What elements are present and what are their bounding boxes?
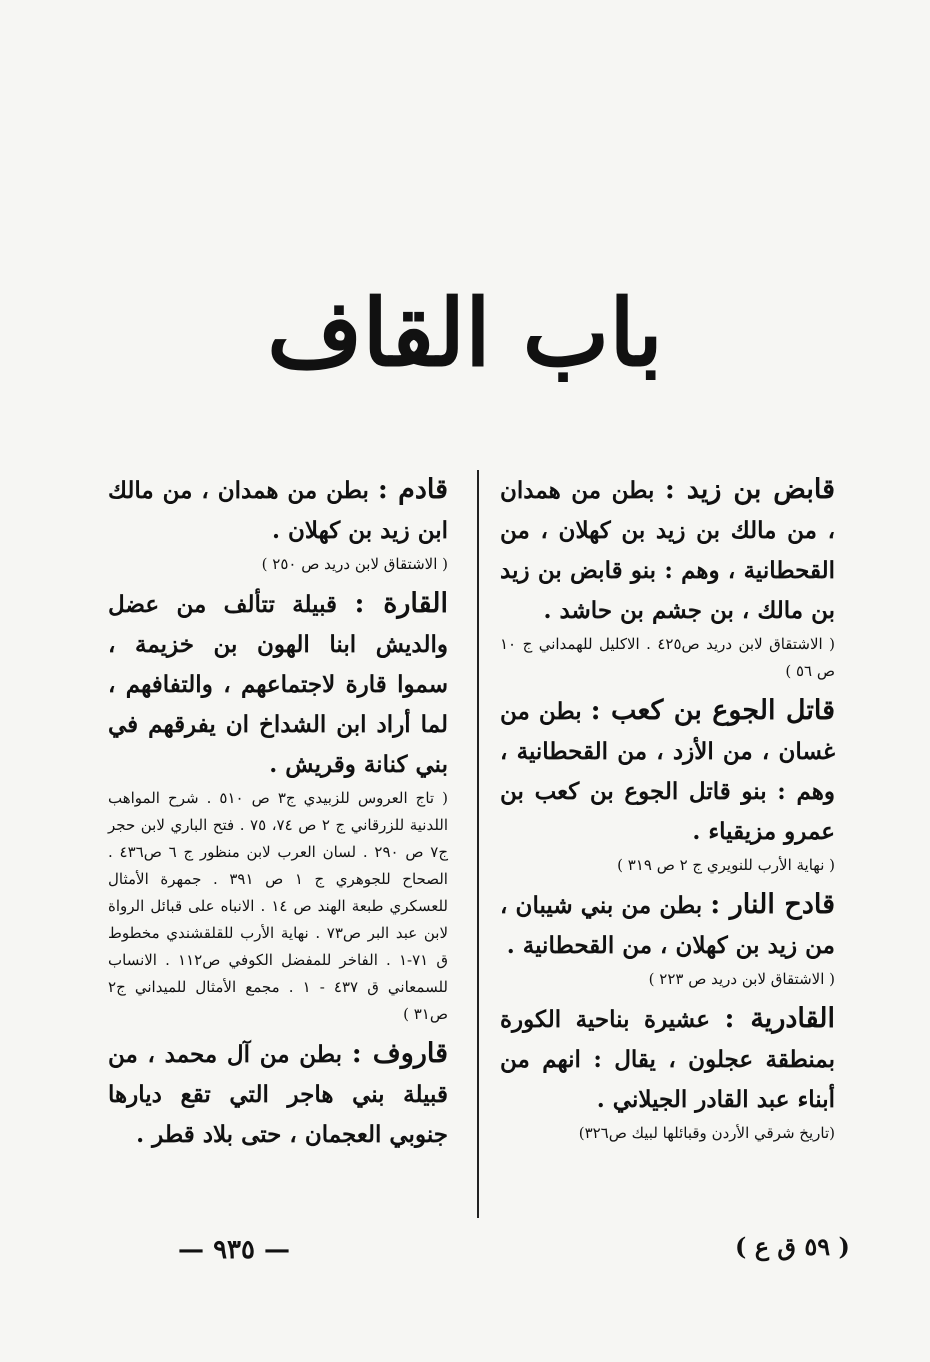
entry-head: قادم : [377,474,448,505]
entry-source: ( الاشتقاق لابن دريد ص٤٢٥ . الاكليل للهمداني ج ١٠ ص ٥٦ ) [500,635,835,680]
entry [500,691,835,879]
signature-mark: ( ٥٩ ق ع ) [735,1232,850,1261]
entry-source: ( تاج العروس للزبيدي ج٣ ص ٥١٠ . شرح المواهب اللدنية للزرقاني ج ٢ ص ٧٤، ٧٥ . فتح الباري لابن حجر ج٧ ص ٢٩٠ . لسان العرب لابن منظور ج ٦ ص٤٣٦ . الصحاح للجوهري ج ١ ص ٣٩١ . جمهرة الأمثال للعسكري طبعة الهند ص ١٤ . الانباه على قبائل الرواة لابن عبد البر ص٧٣ . نهاية الأرب للقلقشندي مخطوط ق ٧١-١ . الفاخر للمفضل الكوفي ص١١٢ . الانساب للسمعاني ق ٤٣٧ - ١ . مجمع الأمثال للميداني ج٢ ص٣١ ) [108,789,449,1023]
entry-body: بطن من بني شيبان ، من زيد بن كهلان ، من القحطانية . [500,892,835,959]
entry [108,1034,448,1155]
entry-source: ( نهاية الأرب للنويري ج ٢ ص ٣١٩ ) [617,856,835,874]
column-divider [477,470,479,1218]
entry-head: قابض بن زيد : [664,474,836,505]
entry-body: بطن من غسان ، من الأزد ، من القحطانية ، وهم : بنو قاتل الجوع بن كعب بن عمرو مزيقياء . [500,698,835,845]
entry [500,885,835,993]
entry-body: بطن من آل محمد ، من قبيلة بني هاجر التي تقع ديارها جنوبي العجمان ، حتى بلاد قطر . [108,1041,448,1148]
entry-source: ( الاشتقاق لابن دريد ص ٢٥٠ ) [261,555,448,573]
entry-head: القارة : [354,588,448,619]
entry [500,470,835,685]
entry-head: قادح النار : [710,889,836,920]
entry-body: عشيرة بناحية الكورة بمنطقة عجلون ، يقال : انهم من أبناء عبد القادر الجيلاني . [500,1006,835,1113]
entry-head: قاتل الجوع بن كعب : [590,695,835,726]
entry-body: بطن من همدان ، من مالك بن زيد بن كهلان ، من القحطانية ، وهم : بنو قابض بن زيد بن مالك ، بن جشم بن حاشد . [500,477,835,624]
entry [108,470,448,578]
entry-body: بطن من همدان ، من مالك ابن زيد بن كهلان . [108,477,448,544]
entry-source: (تاريخ شرقي الأردن وقبائلها لبيك ص٣٢٦) [578,1124,835,1142]
entry [500,999,835,1147]
right-column [500,470,835,1153]
entry-source: ( الاشتقاق لابن دريد ص ٢٢٣ ) [648,970,835,988]
entry-head: القادرية : [724,1003,835,1034]
left-column [108,470,448,1161]
page-number: — ٩٣٥ — [178,1235,291,1265]
entry-head: قاروف : [351,1038,448,1069]
entry-body: قبيلة تتألف من عضل والديش ابنا الهون بن خزيمة ، سموا قارة لاجتماعهم ، والتفافهم ، لما أراد ابن الشداخ ان يفرقهم في بني كنانة وقريش . [108,591,448,778]
entry [108,584,448,1028]
page-title: باب القاف [267,279,663,387]
